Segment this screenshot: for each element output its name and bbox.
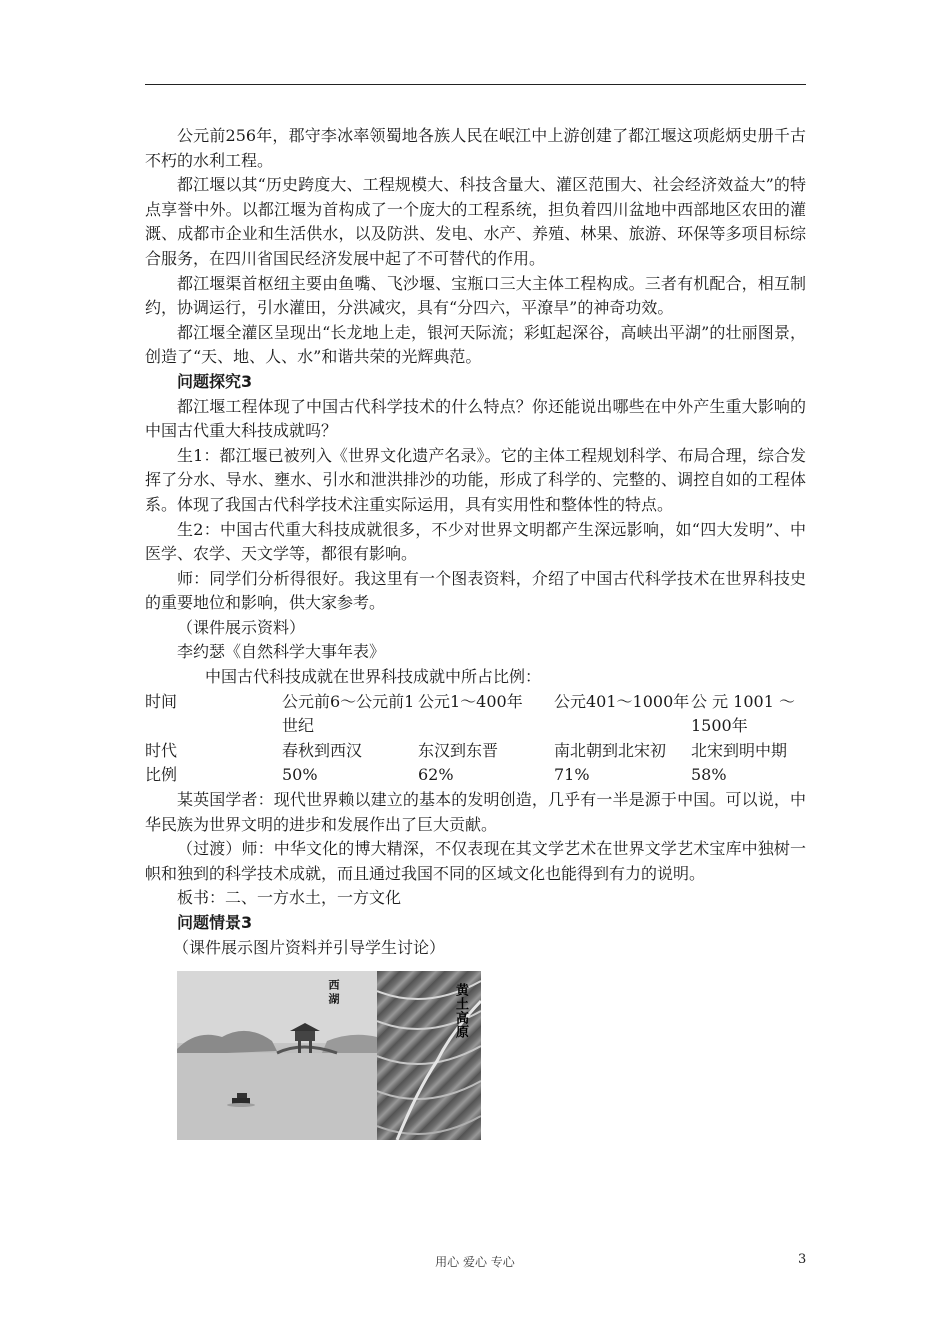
loess-plateau-photo — [377, 971, 481, 1140]
paragraph: 某英国学者：现代世界赖以建立的基本的发明创造，几乎有一半是源于中国。可以说，中华民族为世界文明的进步和发展作出了巨大贡献。 — [145, 790, 806, 834]
paragraph: 都江堰以其“历史跨度大、工程规模大、科技含量大、灌区范围大、社会经济效益大”的特点享誉中外。以都江堰为首构成了一个庞大的工程系统，担负着四川盆地中西部地区农田的灌溉、成都市企业和生活供水，以及防洪、发电、水产、养殖、林果、旅游、环保等多项目标综合服务，在四川省国民经济发展中起了不可替代的作用。 — [145, 175, 806, 268]
photo-figure — [177, 971, 481, 1140]
west-lake-label: 西湖 — [327, 979, 340, 1007]
west-lake-photo — [177, 971, 377, 1140]
table-cell: 北宋到明中期 — [691, 740, 788, 760]
loess-plateau-label: 黄土高原 — [453, 983, 468, 1039]
table-cell: 公 元 1001 ～1500年 — [691, 691, 795, 736]
table-cell: 东汉到东晋 — [418, 740, 499, 760]
paragraph: 师：同学们分析得很好。我这里有一个图表资料，介绍了中国古代科学技术在世界科技史的重要地位和影响，供大家参考。 — [145, 568, 806, 613]
table-cell: 62% — [418, 765, 454, 785]
table-cell: 71% — [554, 765, 590, 785]
paragraph: 都江堰全灌区呈现出“长龙地上走，银河天际流；彩虹起深谷，高峡出平湖”的壮丽图景，创造了“天、地、人、水”和谐共荣的光辉典范。 — [145, 322, 806, 367]
table-cell: 公元401～1000年 — [554, 691, 690, 711]
paragraph: 都江堰工程体现了中国古代科学技术的什么特点？你还能说出哪些在中外产生重大影响的中国古代重大科技成就吗？ — [145, 396, 806, 441]
paragraph: 李约瑟《自然科学大事年表》 — [177, 642, 386, 662]
stats-table — [145, 690, 806, 788]
paragraph: 生2：中国古代重大科技成就很多，不少对世界文明都产生深远影响，如“四大发明”、中医学、农学、天文学等，都很有影响。 — [145, 519, 806, 564]
paragraph: 公元前256年，郡守李冰率领蜀地各族人民在岷江中上游创建了都江堰这项彪炳史册千古不朽的水利工程。 — [145, 126, 806, 170]
west-lake-scene — [177, 971, 377, 1140]
table-row — [145, 739, 806, 764]
table-row — [145, 763, 806, 788]
page-number: 3 — [798, 1252, 807, 1267]
paragraph: 都江堰渠首枢纽主要由鱼嘴、飞沙堰、宝瓶口三大主体工程构成。三者有机配合，相互制约，协调运行，引水灌田，分洪减灾，具有“分四六，平潦旱”的神奇功效。 — [145, 273, 806, 318]
scenario-note: （课件展示图片资料并引导学生讨论） — [173, 937, 446, 957]
table-cell: 50% — [282, 765, 318, 785]
heading-inquiry: 问题探究3 — [177, 371, 253, 391]
table-cell: 时代 — [145, 740, 178, 760]
paragraph: 生1：都江堰已被列入《世界文化遗产名录》。它的主体工程规划科学、布局合理，综合发挥了分水、导水、壅水、引水和泄洪排沙的功能，形成了科学的、完整的、调控自如的工程体系。体现了我国古代科学技术注重实际运用，具有实用性和整体性的特点。 — [145, 445, 806, 514]
blackboard-note: 板书：二、一方水土，一方文化 — [177, 888, 402, 908]
header-rule — [145, 84, 806, 85]
table-row — [145, 690, 806, 739]
table-caption: 中国古代科技成就在世界科技成就中所占比例： — [205, 667, 542, 687]
paragraph: （课件展示资料） — [177, 617, 306, 637]
table-cell: 58% — [691, 765, 727, 785]
footer-slogan: 用心 爱心 专心 — [435, 1255, 515, 1269]
table-cell: 春秋到西汉 — [282, 740, 363, 760]
table-cell: 南北朝到北宋初 — [554, 740, 667, 760]
heading-scenario: 问题情景3 — [177, 913, 253, 932]
table-cell: 比例 — [145, 765, 178, 785]
table-cell: 公元1～400年 — [418, 691, 523, 711]
table-cell: 时间 — [145, 691, 178, 711]
table-cell: 公元前6～公元前1世纪 — [282, 691, 415, 736]
document-body — [145, 124, 806, 960]
paragraph: （过渡）师：中华文化的博大精深，不仅表现在其文学艺术在世界文学艺术宝库中独树一帜和独到的科学技术成就，而且通过我国不同的区域文化也能得到有力的说明。 — [145, 839, 806, 883]
